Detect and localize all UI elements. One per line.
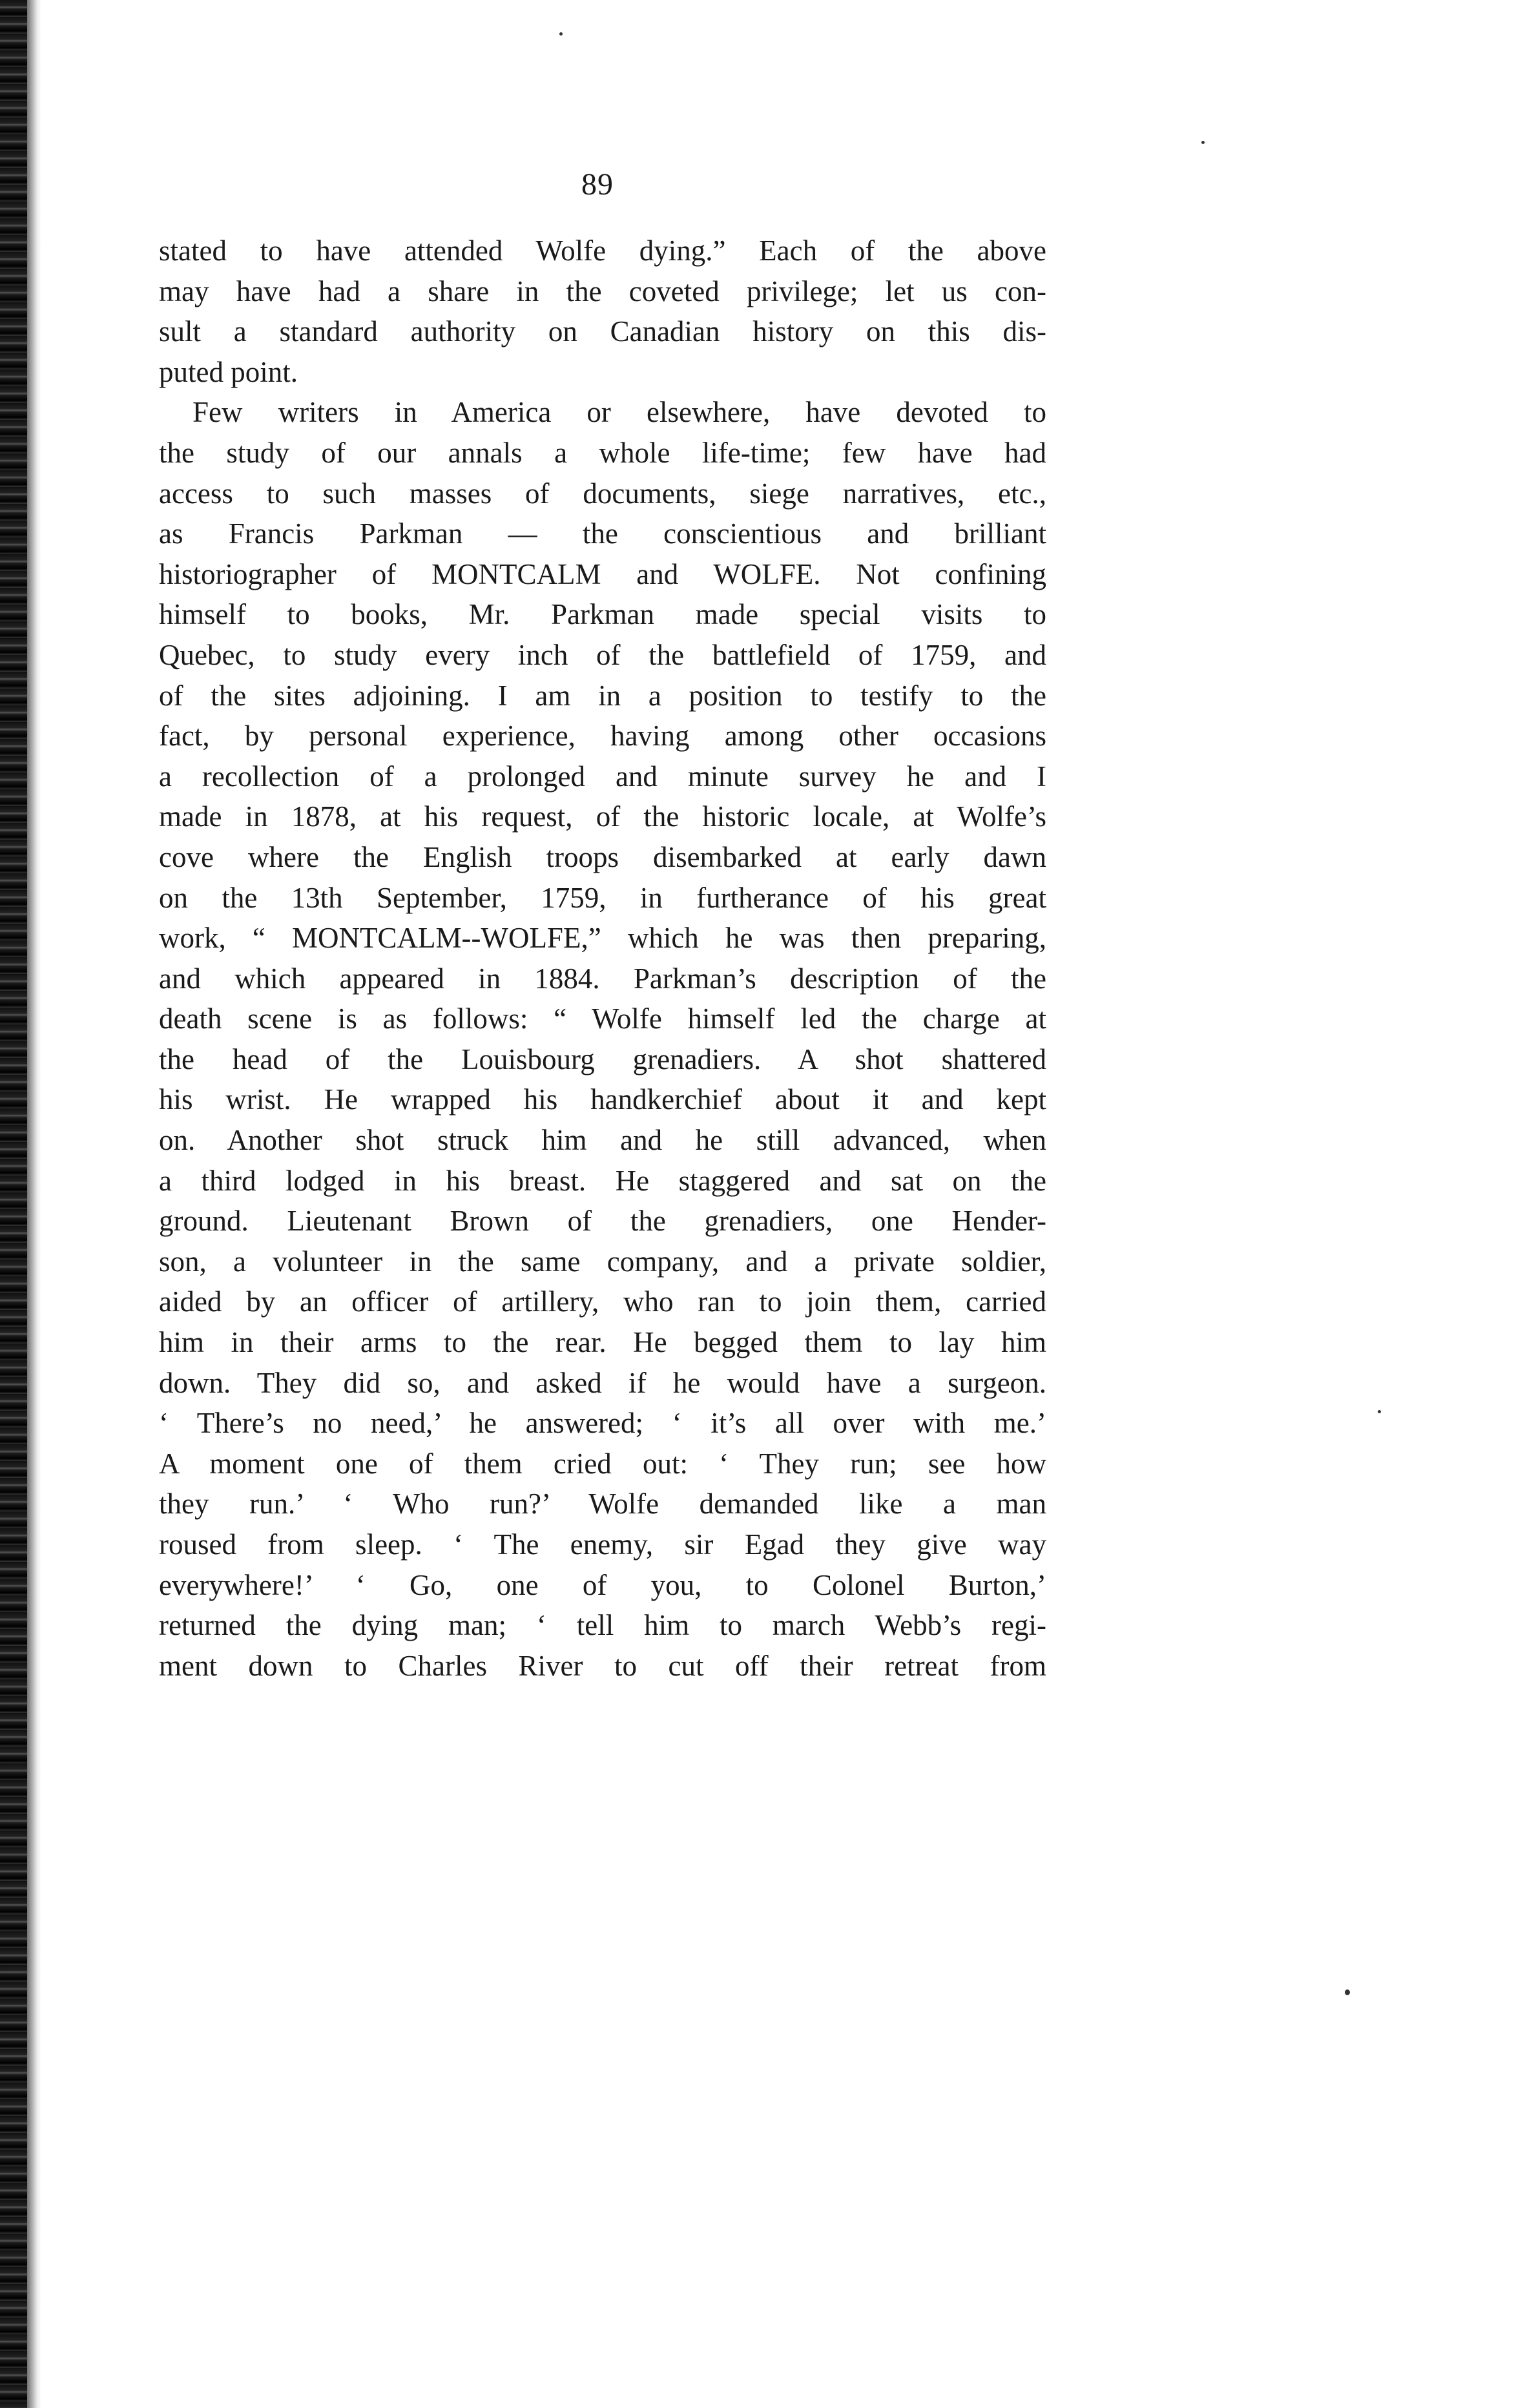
- text-line: ground. Lieutenant Brown of the grenadiers, one Hender-: [159, 1205, 1046, 1238]
- text-line: puted point.: [159, 355, 298, 388]
- text-line: the head of the Louisbourg grenadiers. A shot shattered: [159, 1043, 1046, 1075]
- text-line: sult a standard authority on Canadian history on this dis-: [159, 315, 1046, 348]
- page-number: 89: [581, 167, 614, 202]
- text-line: himself to books, Mr. Parkman made special visits to: [159, 598, 1046, 631]
- text-line: and which appeared in 1884. Parkman’s description of the: [159, 962, 1046, 995]
- text-line: Few writers in America or elsewhere, have devoted to: [192, 396, 1046, 429]
- text-line: on. Another shot struck him and he still advanced, when: [159, 1124, 1046, 1157]
- text-line: as Francis Parkman — the conscientious and brilliant: [159, 517, 1046, 550]
- text-line: son, a volunteer in the same company, and a private soldier,: [159, 1245, 1046, 1278]
- text-line: aided by an officer of artillery, who ran to join them, carried: [159, 1285, 1046, 1318]
- text-line: made in 1878, at his request, of the historic locale, at Wolfe’s: [159, 800, 1046, 833]
- text-line: down. They did so, and asked if he would have a surgeon.: [159, 1366, 1046, 1399]
- text-line: stated to have attended Wolfe dying.” Each of the above: [159, 234, 1046, 267]
- text-line: A moment one of them cried out: ‘ They run; see how: [159, 1447, 1046, 1480]
- spine-shadow: [27, 0, 41, 2408]
- text-line: a recollection of a prolonged and minute survey he and I: [159, 760, 1046, 793]
- text-line: the study of our annals a whole life-time; few have had: [159, 436, 1046, 469]
- text-line: they run.’ ‘ Who run?’ Wolfe demanded like a man: [159, 1488, 1046, 1521]
- text-line: ‘ There’s no need,’ he answered; ‘ it’s all over with me.’: [159, 1407, 1046, 1440]
- text-line: historiographer of MONTCALM and WOLFE. Not confining: [159, 557, 1046, 590]
- text-line: on the 13th September, 1759, in furtherance of his great: [159, 881, 1046, 914]
- text-line: returned the dying man; ‘ tell him to march Webb’s regi-: [159, 1609, 1046, 1642]
- dust-speck: [559, 32, 563, 36]
- text-line: his wrist. He wrapped his handkerchief about it and kept: [159, 1083, 1046, 1116]
- text-line: death scene is as follows: “ Wolfe himself led the charge at: [159, 1002, 1046, 1035]
- text-line: him in their arms to the rear. He begged them to lay him: [159, 1326, 1046, 1359]
- dust-speck: [1345, 1989, 1350, 1995]
- text-line: of the sites adjoining. I am in a position to testify to the: [159, 679, 1046, 712]
- text-line: roused from sleep. ‘ The enemy, sir Egad they give way: [159, 1528, 1046, 1561]
- dust-speck: [1378, 1410, 1381, 1413]
- book-spine-scan-edge: [0, 0, 27, 2408]
- text-line: access to such masses of documents, siege narratives, etc.,: [159, 477, 1046, 510]
- text-line: everywhere!’ ‘ Go, one of you, to Colonel Burton,’: [159, 1568, 1046, 1601]
- dust-speck: [1201, 141, 1205, 144]
- body-text: [159, 231, 1046, 1686]
- text-line: fact, by personal experience, having among other occasions: [159, 720, 1046, 752]
- text-line: cove where the English troops disembarked at early dawn: [159, 840, 1046, 873]
- text-line: may have had a share in the coveted privilege; let us con-: [159, 275, 1046, 307]
- text-line: a third lodged in his breast. He staggered and sat on the: [159, 1164, 1046, 1197]
- text-line: work, “ MONTCALM--WOLFE,” which he was then preparing,: [159, 922, 1046, 955]
- text-line: Quebec, to study every inch of the battlefield of 1759, and: [159, 638, 1046, 671]
- text-line: ment down to Charles River to cut off their retreat from: [159, 1649, 1046, 1682]
